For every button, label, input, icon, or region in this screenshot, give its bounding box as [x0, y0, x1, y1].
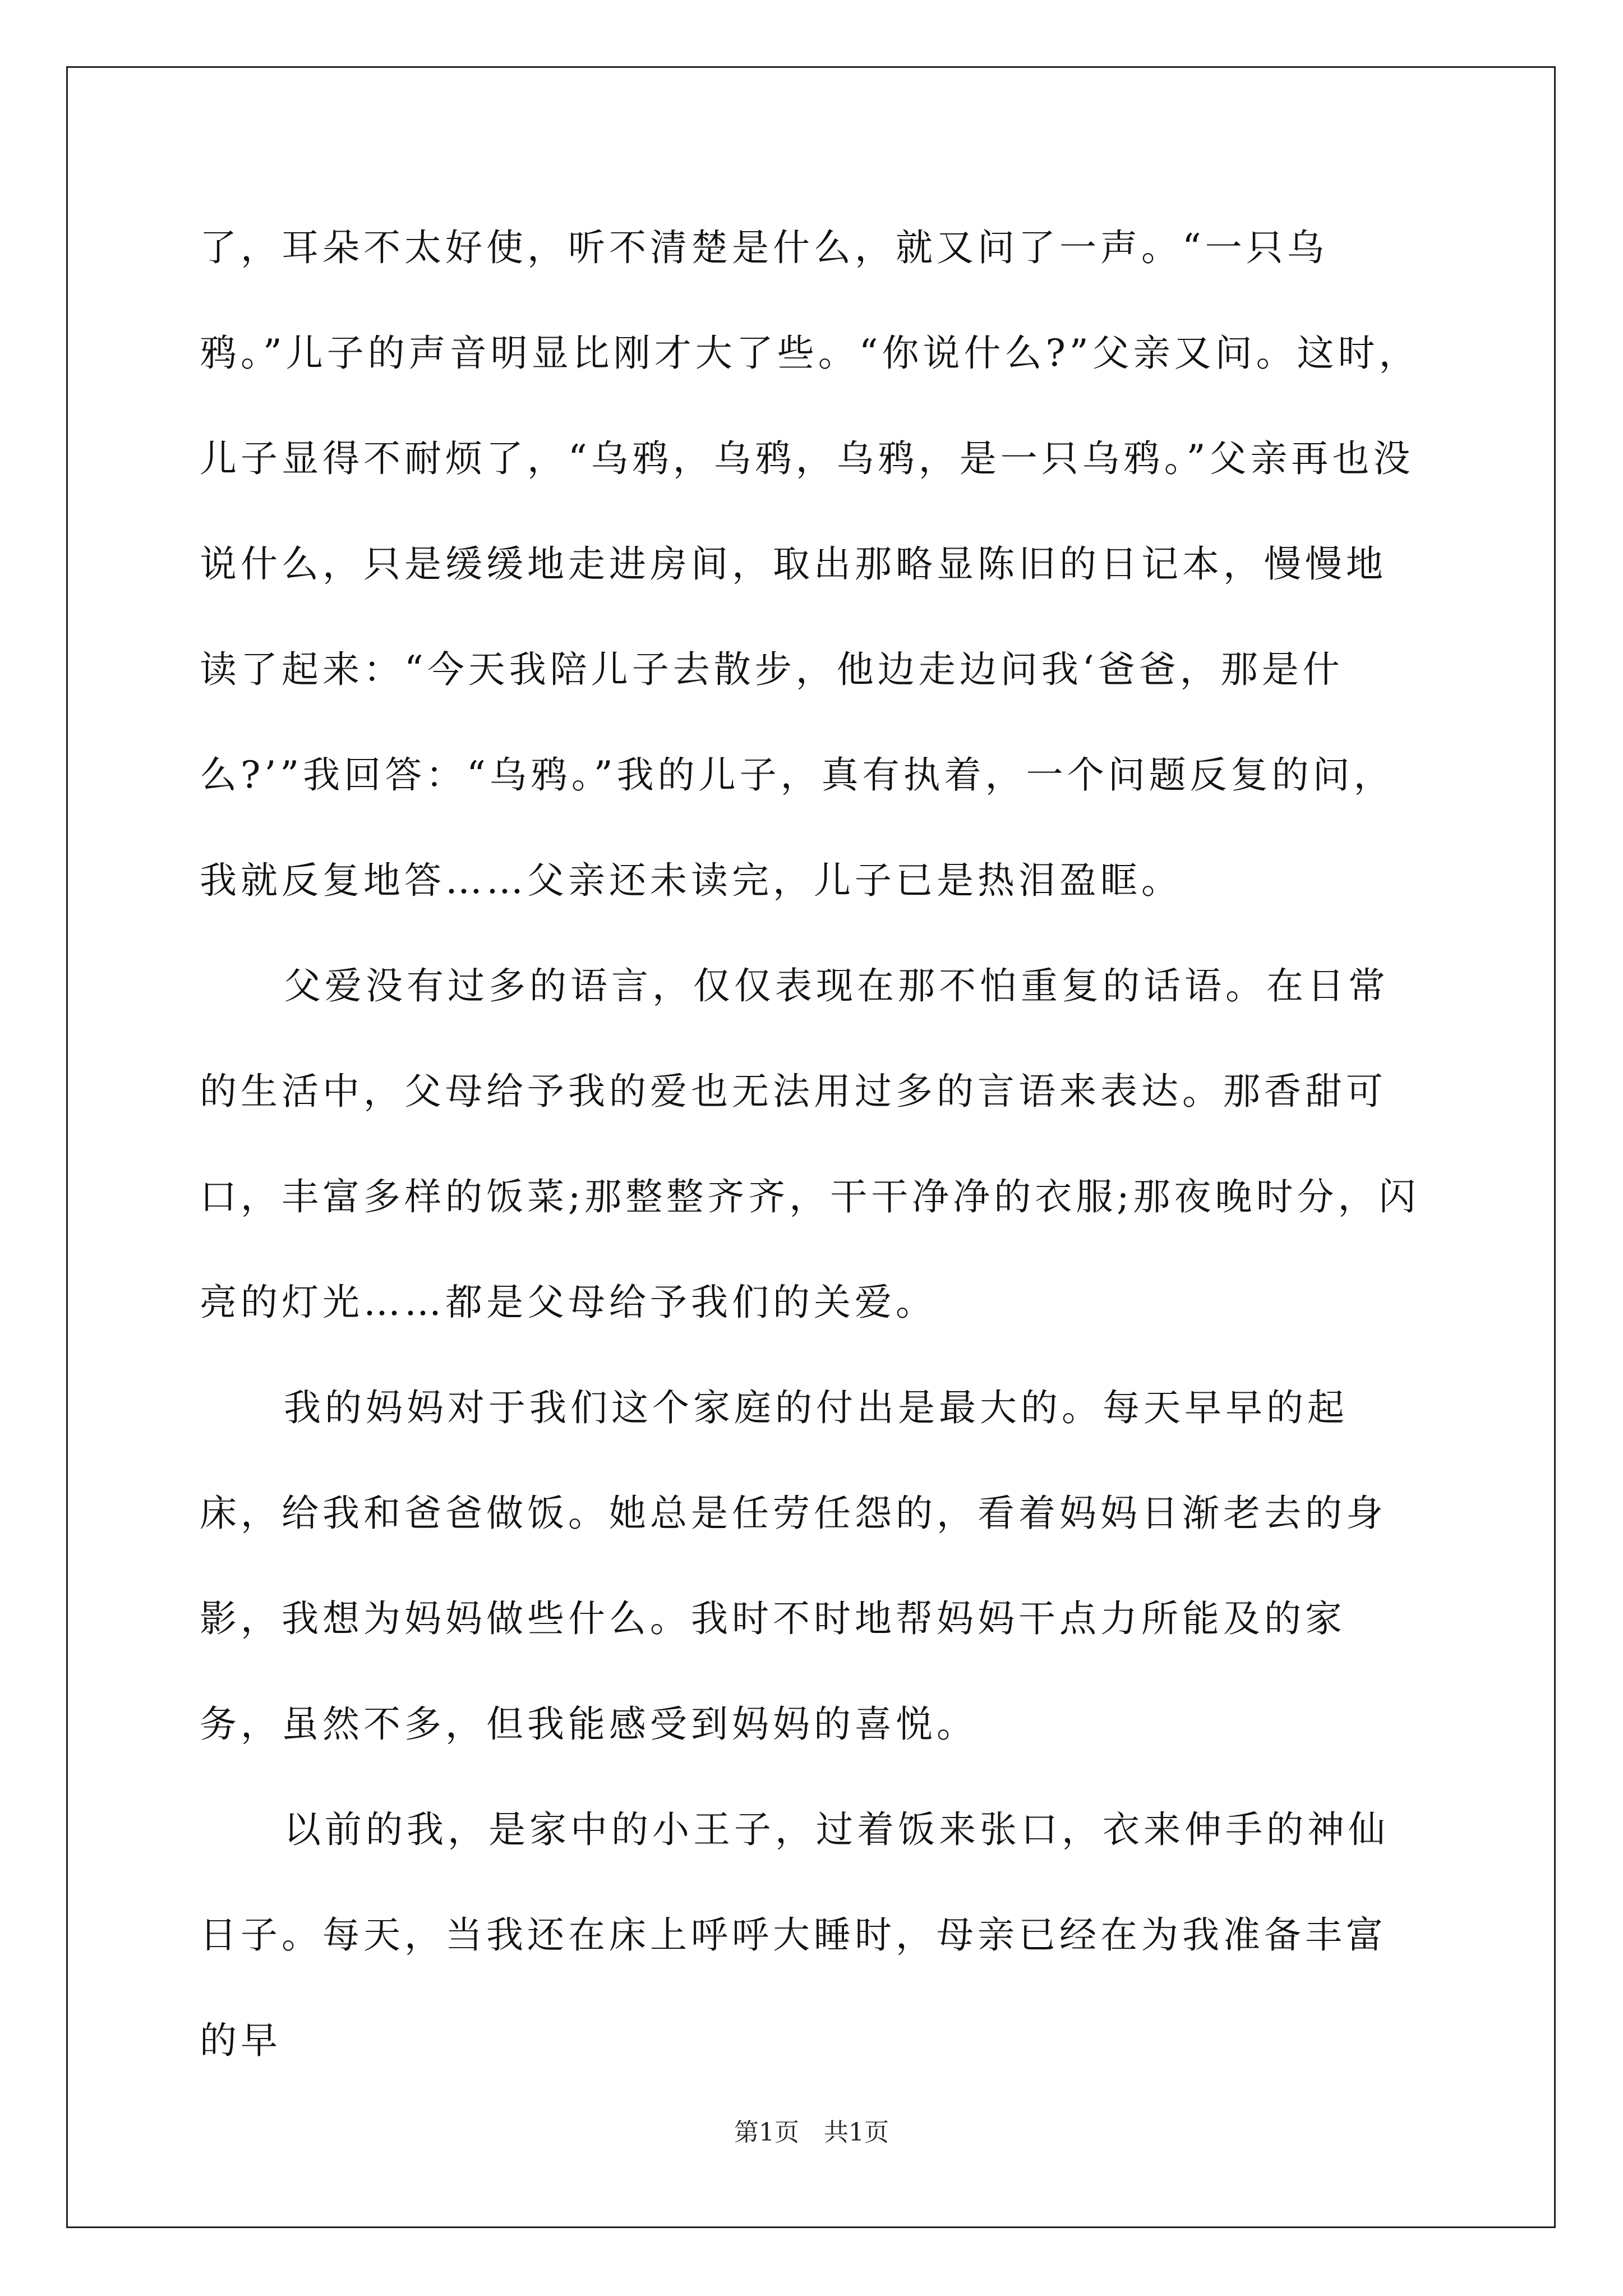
paragraph-4: 以前的我，是家中的小王子，过着饭来张口，衣来伸手的神仙日子。每天，当我还在床上呼呼大睡时，母亲已经在为我准备丰富的早 [200, 1808, 1389, 2062]
document-body [200, 195, 1426, 2093]
paragraph-1: 了，耳朵不太好使，听不清楚是什么，就又问了一声。“一只乌鸦。”儿子的声音明显比刚才大了些。“你说什么?”父亲又问。这时，儿子显得不耐烦了，“乌鸦，乌鸦，乌鸦，是一只乌鸦。”父亲再也没说什么，只是缓缓地走进房间，取出那略显陈旧的日记本，慢慢地读了起来：“今天我陪儿子去散步，他边走边问我‘爸爸，那是什么?’”我回答：“乌鸦。”我的儿子，真有执着，一个问题反复的问，我就反复地答……父亲还未读完，儿子已是热泪盈眶。 [200, 226, 1420, 902]
page-number-footer: 第1页 共1页 [734, 2118, 889, 2147]
paragraph-2: 父爱没有过多的语言，仅仅表现在那不怕重复的话语。在日常的生活中，父母给予我的爱也无法用过多的言语来表达。那香甜可口，丰富多样的饭菜;那整整齐齐，干干净净的衣服;那夜晚时分，闪亮的灯光……都是父母给予我们的关爱。 [200, 964, 1420, 1324]
paragraph-3: 我的妈妈对于我们这个家庭的付出是最大的。每天早早的起床，给我和爸爸做饭。她总是任劳任怨的，看着妈妈日渐老去的身影，我想为妈妈做些什么。我时不时地帮妈妈干点力所能及的家务，虽然不多，但我能感受到妈妈的喜悦。 [200, 1386, 1387, 1746]
